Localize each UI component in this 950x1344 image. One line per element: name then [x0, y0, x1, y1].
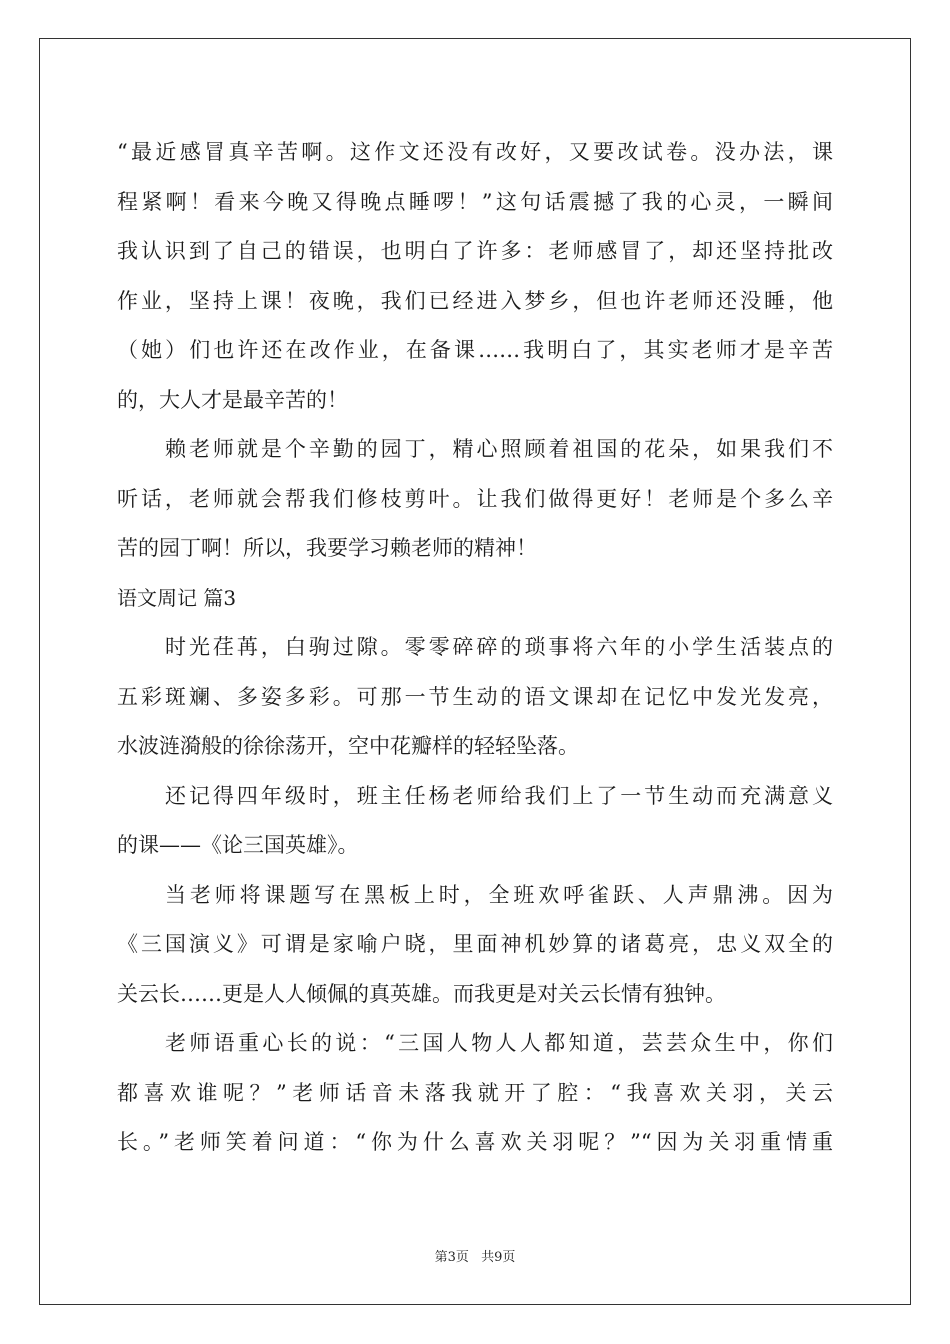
section-heading: 语文周记 篇3	[117, 585, 237, 610]
text-line: 我认识到了自己的错误，也明白了许多：老师感冒了，却还坚持批改	[117, 239, 833, 263]
text-line: 的，大人才是最辛苦的！	[117, 387, 348, 412]
page-total: 共9页	[481, 1250, 516, 1265]
text-line: 关云长……更是人人倾佩的真英雄。而我更是对关云长情有独钟。	[117, 981, 726, 1006]
text-line: （她）们也许还在改作业，在备课……我明白了，其实老师才是辛苦	[117, 338, 833, 362]
text-line: 都喜欢谁呢？”老师话音未落我就开了腔：“我喜欢关羽，关云	[117, 1080, 833, 1105]
text-line: 长。”老师笑着问道：“你为什么喜欢关羽呢？”“因为关羽重情重	[117, 1130, 833, 1154]
text-line: 听话，老师就会帮我们修枝剪叶。让我们做得更好！老师是个多么辛	[117, 486, 833, 511]
text-line: 的课——《论三国英雄》。	[117, 833, 359, 857]
text-line: 程紧啊！看来今晚又得晚点睡啰！”这句话震撼了我的心灵，一瞬间	[117, 189, 833, 214]
text-line: “最近感冒真辛苦啊。这作文还没有改好，又要改试卷。没办法，课	[117, 140, 833, 164]
text-line: 老师语重心长的说：“三国人物人人都知道，芸芸众生中，你们	[165, 1031, 833, 1055]
text-line: 还记得四年级时，班主任杨老师给我们上了一节生动而充满意义	[165, 783, 833, 808]
text-line: 水波涟漪般的徐徐荡开，空中花瓣样的轻轻坠落。	[117, 734, 579, 758]
text-line: 当老师将课题写在黑板上时，全班欢呼雀跃、人声鼎沸。因为	[165, 882, 833, 907]
text-line: 苦的园丁啊！所以，我要学习赖老师的精神！	[117, 536, 537, 560]
text-line: 五彩斑斓、多姿多彩。可那一节生动的语文课却在记忆中发光发亮，	[117, 684, 833, 709]
text-line: 时光荏苒，白驹过隙。零零碎碎的琐事将六年的小学生活装点的	[165, 635, 833, 659]
page-number: 第3页	[434, 1250, 469, 1265]
text-line: 赖老师就是个辛勤的园丁，精心照顾着祖国的花朵，如果我们不	[165, 437, 833, 461]
text-line: 作业，坚持上课！夜晚，我们已经进入梦乡，但也许老师还没睡，他	[117, 288, 833, 313]
text-line: 《三国演义》可谓是家喻户晓，里面神机妙算的诸葛亮，忠义双全的	[117, 932, 833, 956]
document-body	[117, 128, 833, 1168]
page-footer	[0, 1246, 950, 1265]
